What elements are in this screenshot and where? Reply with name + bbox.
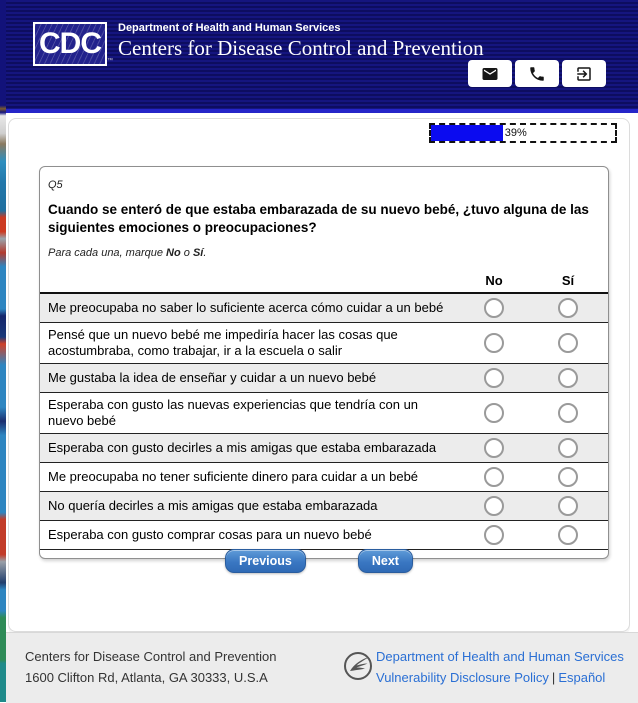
footer bbox=[6, 632, 638, 703]
radio-cell-no bbox=[460, 333, 528, 353]
mail-button[interactable] bbox=[468, 60, 512, 87]
footer-address: 1600 Clifton Rd, Atlanta, GA 30333, U.S.A bbox=[25, 670, 268, 685]
radio-cell-no bbox=[460, 298, 528, 318]
question-instruction bbox=[48, 247, 600, 259]
logout-icon bbox=[575, 65, 593, 83]
radio-cell-si bbox=[534, 525, 602, 545]
row-label: No quería decirles a mis amigas que estaba embarazada bbox=[48, 498, 378, 513]
radio-si[interactable] bbox=[558, 403, 578, 423]
radio-cell-si bbox=[534, 403, 602, 423]
radio-cell-no bbox=[460, 496, 528, 516]
row-label: Me preocupaba no saber lo suficiente acerca cómo cuidar a un bebé bbox=[48, 300, 444, 315]
next-button[interactable]: Next bbox=[358, 549, 413, 573]
mail-icon bbox=[481, 65, 499, 83]
hhs-logo-icon bbox=[342, 650, 374, 682]
radio-cell-si bbox=[534, 438, 602, 458]
answer-table-header bbox=[40, 273, 608, 294]
footer-org: Centers for Disease Control and Prevention bbox=[25, 649, 277, 664]
radio-no[interactable] bbox=[484, 368, 504, 388]
answer-table-body bbox=[40, 294, 608, 550]
hhs-link[interactable]: Department of Health and Human Services bbox=[376, 649, 624, 664]
radio-si[interactable] bbox=[558, 368, 578, 388]
radio-cell-si bbox=[534, 298, 602, 318]
table-row bbox=[40, 323, 608, 364]
radio-si[interactable] bbox=[558, 333, 578, 353]
radio-cell-si bbox=[534, 496, 602, 516]
previous-button[interactable]: Previous bbox=[225, 549, 306, 573]
radio-no[interactable] bbox=[484, 438, 504, 458]
table-row bbox=[40, 463, 608, 492]
row-label: Pensé que un nuevo bebé me impediría hacer las cosas que acostumbraba, como trabajar, ir a la escuela o salir bbox=[48, 327, 398, 358]
row-label: Esperaba con gusto las nuevas experiencias que tendría con un nuevo bebé bbox=[48, 397, 419, 428]
radio-si[interactable] bbox=[558, 298, 578, 318]
header-toolbar bbox=[468, 60, 606, 87]
radio-cell-no bbox=[460, 403, 528, 423]
table-row bbox=[40, 393, 608, 434]
table-row bbox=[40, 521, 608, 550]
footer-address-block bbox=[25, 646, 276, 688]
link-separator: | bbox=[551, 670, 556, 685]
progress-bar-fill bbox=[431, 125, 503, 141]
radio-no[interactable] bbox=[484, 333, 504, 353]
row-label: Esperaba con gusto comprar cosas para un nuevo bebé bbox=[48, 527, 372, 542]
trademark-symbol: ™ bbox=[107, 58, 113, 64]
agency-titles bbox=[118, 21, 484, 61]
row-label: Me preocupaba no tener suficiente dinero para cuidar a un bebé bbox=[48, 469, 419, 484]
instruction-si: Sí bbox=[192, 247, 204, 259]
instruction-part: Para cada una, marque bbox=[48, 247, 167, 259]
radio-cell-si bbox=[534, 467, 602, 487]
radio-no[interactable] bbox=[484, 298, 504, 318]
phone-icon bbox=[528, 65, 546, 83]
table-row bbox=[40, 364, 608, 393]
question-number: Q5 bbox=[48, 179, 63, 191]
radio-no[interactable] bbox=[484, 403, 504, 423]
column-header-no: No bbox=[485, 273, 503, 288]
row-label: Esperaba con gusto decirles a mis amigas que estaba embarazada bbox=[48, 440, 437, 455]
radio-cell-si bbox=[534, 368, 602, 388]
radio-no[interactable] bbox=[484, 496, 504, 516]
survey-page-container bbox=[8, 118, 630, 632]
question-card bbox=[39, 166, 609, 559]
logout-button[interactable] bbox=[562, 60, 606, 87]
vulnerability-disclosure-link[interactable]: Vulnerability Disclosure Policy bbox=[376, 670, 549, 685]
radio-cell-no bbox=[460, 525, 528, 545]
phone-button[interactable] bbox=[515, 60, 559, 87]
background-page-edge bbox=[0, 0, 6, 702]
header-dept-title: Department of Health and Human Services bbox=[118, 22, 341, 34]
cdc-header-banner bbox=[6, 0, 638, 113]
question-text: Cuando se enteró de que estaba embarazada de su nuevo bebé, ¿tuvo alguna de las siguientes emociones o preocupaciones? bbox=[48, 202, 589, 235]
progress-percent-label: 39% bbox=[504, 127, 527, 139]
progress-bar bbox=[429, 123, 617, 143]
navigation-buttons bbox=[9, 549, 629, 573]
instruction-part: o bbox=[180, 247, 193, 259]
table-row bbox=[40, 434, 608, 463]
row-label: Me gustaba la idea de enseñar y cuidar a un nuevo bebé bbox=[48, 370, 377, 385]
radio-si[interactable] bbox=[558, 438, 578, 458]
cdc-logo bbox=[33, 22, 107, 66]
cdc-logo-text: CDC bbox=[39, 27, 101, 60]
radio-cell-no bbox=[460, 467, 528, 487]
instruction-part: . bbox=[203, 247, 207, 259]
table-row bbox=[40, 492, 608, 521]
radio-no[interactable] bbox=[484, 525, 504, 545]
espanol-link[interactable]: Español bbox=[558, 670, 606, 685]
column-header-si: Sí bbox=[561, 273, 575, 288]
radio-no[interactable] bbox=[484, 467, 504, 487]
radio-si[interactable] bbox=[558, 496, 578, 516]
footer-links bbox=[376, 646, 624, 688]
radio-cell-no bbox=[460, 368, 528, 388]
header-org-title: Centers for Disease Control and Prevention bbox=[118, 36, 484, 60]
table-row bbox=[40, 294, 608, 323]
instruction-no: No bbox=[166, 247, 181, 259]
radio-si[interactable] bbox=[558, 467, 578, 487]
radio-cell-si bbox=[534, 333, 602, 353]
radio-cell-no bbox=[460, 438, 528, 458]
radio-si[interactable] bbox=[558, 525, 578, 545]
